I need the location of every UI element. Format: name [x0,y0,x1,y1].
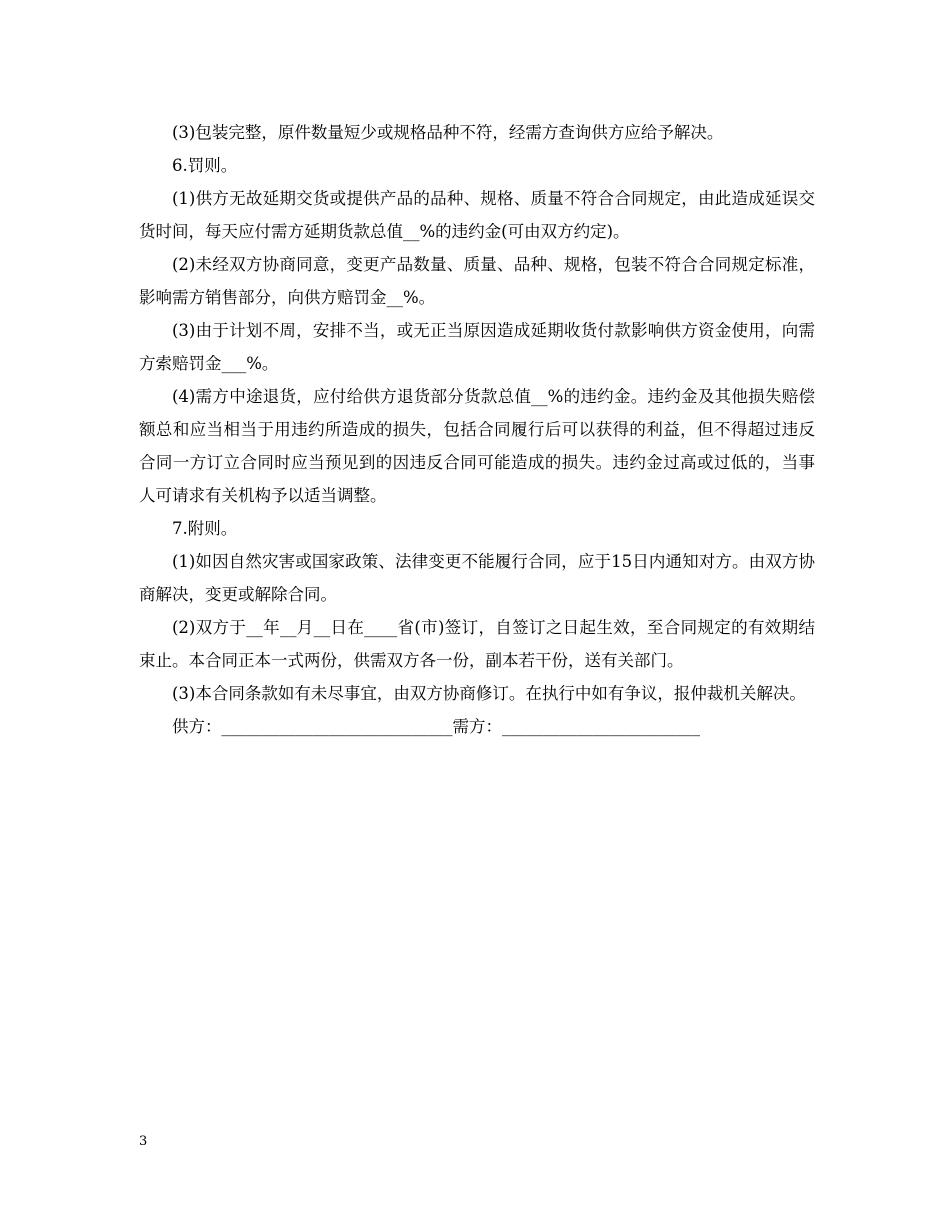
clause-6-1: (1)供方无故延期交货或提供产品的品种、规格、质量不符合合同规定，由此造成延误交货时间，每天应付需方延期货款总值__%的违约金(可由双方约定)。 [139,189,815,241]
document-body [139,116,815,743]
clause-6-3: (3)由于计划不周，安排不当，或无正当原因造成延期收货付款影响供方资金使用，向需方索赔罚金___%。 [139,321,815,373]
supplier-label: 供方： [172,717,222,736]
page-number: 3 [139,1134,148,1149]
section-heading-supplementary: 7.附则。 [172,519,238,538]
clause-5-3: (3)包装完整，原件数量短少或规格品种不符，经需方查询供方应给予解决。 [172,123,724,142]
signature-line [139,710,815,743]
section-heading-penalties: 6.罚则。 [172,156,238,175]
clause-7-1: (1)如因自然灾害或国家政策、法律变更不能履行合同，应于15日内通知对方。由双方协商解决，变更或解除合同。 [139,552,815,604]
clause-7-2: (2)双方于__年__月__日在____省(市)签订，自签订之日起生效，至合同规定的有效期结束止。本合同正本一式两份，供需双方各一份，副本若干份，送有关部门。 [139,618,815,670]
supplier-signature-blank: ____________________________ [221,717,453,736]
clause-6-2: (2)未经双方协商同意，变更产品数量、质量、品种、规格，包装不符合合同规定标准，影响需方销售部分，向供方赔罚金__%。 [139,255,815,307]
clause-6-4: (4)需方中途退货，应付给供方退货部分货款总值__%的违约金。违约金及其他损失赔偿额总和应当相当于用违约所造成的损失，包括合同履行后可以获得的利益，但不得超过违反合同一方订立合同时应当预见到的因违反合同可能造成的损失。违约金过高或过低的，当事人可请求有关机构予以适当调整。 [139,387,815,505]
clause-7-3: (3)本合同条款如有未尽事宜，由双方协商修订。在执行中如有争议，报仲裁机关解决。 [172,684,806,703]
buyer-label: 需方： [452,717,502,736]
buyer-signature-blank: ________________________ [502,717,700,736]
